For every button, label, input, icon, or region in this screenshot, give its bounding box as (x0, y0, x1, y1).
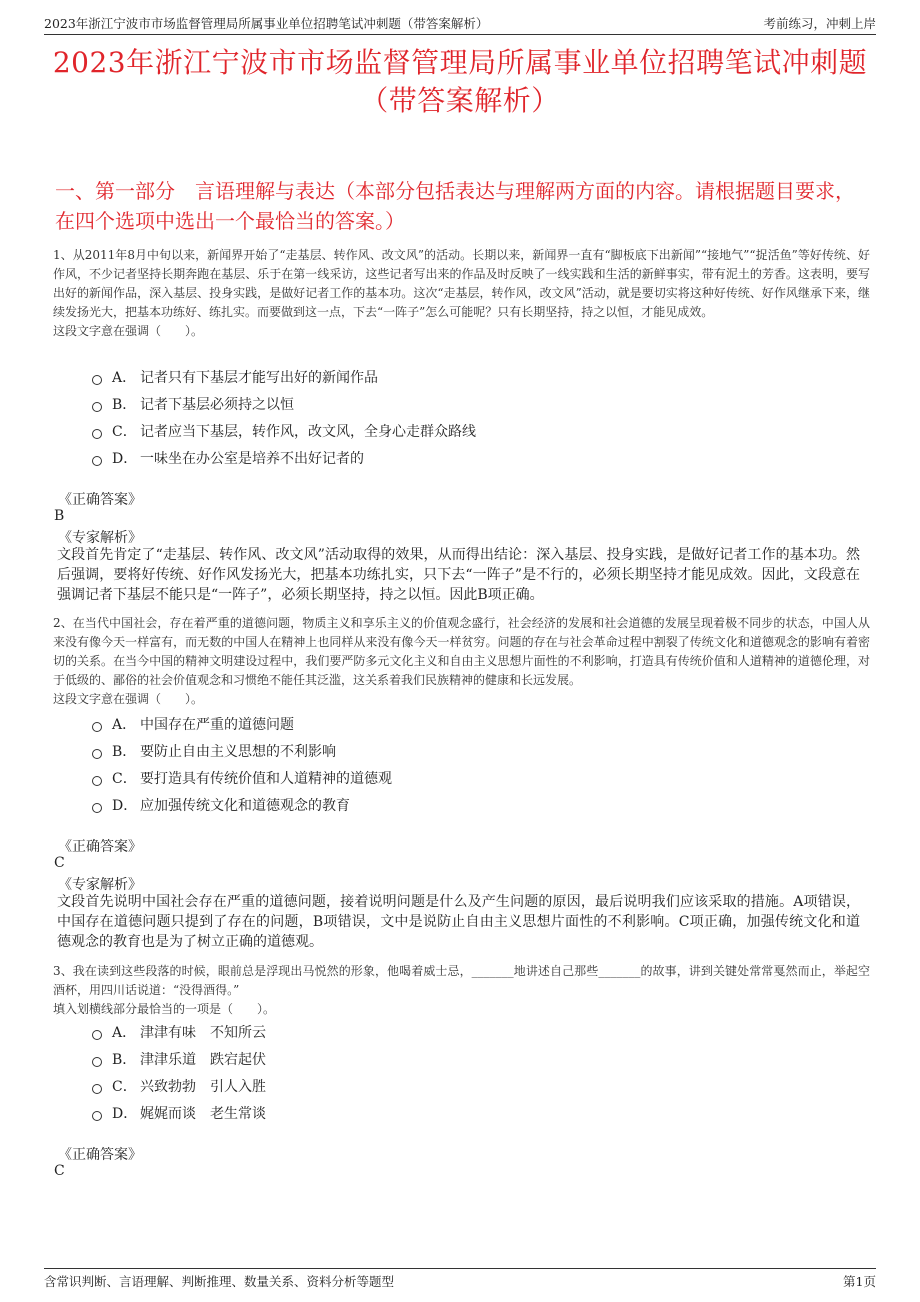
answer-label-3: 《正确答案》 (58, 1147, 142, 1163)
question-3-options (92, 1018, 266, 1126)
question-2-text: 2、在当代中国社会，存在着严重的道德问题，物质主义和享乐主义的价值观念盛行，社会经济的发展和社会道德的发展呈现着极不同步的状态，中国人从来没有像今天一样富有，而无数的中国人在精神上也同样从来没有像今天一样贫穷。问题的存在与社会革命过程中割裂了传统文化和道德观念的影响有着密切的关系。在当今中国的精神文明建设过程中，我们要严防多元文化主义和自由主义思想片面性的不利影响，打造具有传统价值和人道精神的道德伦理，对于低级的、鄙俗的社会价值观念和习惯绝不能任其泛滥，这关系着我们民族精神的健康和长远发展。 (53, 616, 870, 687)
option-3a[interactable] (92, 1018, 266, 1045)
header-slogan: 考前练习，冲刺上岸 (763, 16, 876, 31)
option-letter: B． (112, 396, 137, 413)
radio-icon[interactable] (92, 375, 102, 385)
page-value: 1 (855, 1274, 864, 1289)
option-letter: A． (112, 369, 137, 386)
header-doc-title: 2023年浙江宁波市市场监督管理局所属事业单位招聘笔试冲刺题（带答案解析） (44, 16, 489, 31)
radio-icon[interactable] (92, 456, 102, 466)
answer-value-1: B (54, 508, 65, 524)
option-text: 要打造具有传统价值和人道精神的道德观 (140, 770, 392, 787)
option-text: 记者下基层必须持之以恒 (140, 396, 294, 413)
option-text: 要防止自由主义思想的不利影响 (140, 743, 336, 760)
option-text: 津津乐道 跌宕起伏 (140, 1051, 266, 1068)
page-header (44, 10, 876, 35)
option-2c[interactable] (92, 764, 392, 791)
option-letter: C． (112, 1078, 137, 1095)
analysis-label-1: 《专家解析》 (58, 530, 142, 546)
question-1-text: 1、从2011年8月中旬以来，新闻界开始了“走基层、转作风、改文风”的活动。长期以来，新闻界一直有“脚板底下出新闻”“接地气”“捉活鱼”等好传统、好作风，不少记者坚持长期奔跑在基层、乐于在第一线采访，这些记者写出来的作品及时反映了一线实践和生活的新鲜事实，带有泥土的芳香。这表明，要写出好的新闻作品，深入基层、投身实践，是做好记者工作的基本功。这次“走基层，转作风，改文风”活动，就是要切实将这种好传统、好作风继承下来，继续发扬光大，把基本功练好、练扎实。而要做到这一点，下去“一阵子”怎么可能呢？只有长期坚持，持之以恒，才能见成效。 (53, 248, 870, 319)
question-1-prompt: 这段文字意在强调（ ）。 (53, 324, 204, 338)
radio-icon[interactable] (92, 749, 102, 759)
option-2b[interactable] (92, 737, 392, 764)
option-2a[interactable] (92, 710, 392, 737)
option-text: 娓娓而谈 老生常谈 (140, 1105, 266, 1122)
option-letter: C． (112, 423, 137, 440)
question-2 (53, 614, 870, 709)
option-letter: D． (112, 797, 138, 814)
answer-value-2: C (54, 855, 65, 871)
option-2d[interactable] (92, 791, 392, 818)
radio-icon[interactable] (92, 429, 102, 439)
page-footer (44, 1268, 876, 1290)
question-2-options (92, 710, 392, 818)
analysis-text-2: 文段首先说明中国社会存在严重的道德问题，接着说明问题是什么及产生问题的原因，最后说明我们应该采取的措施。A项错误，中国存在道德问题只提到了存在的问题，B项错误，文中是说防止自由主义思想片面性的不利影响。C项正确，加强传统文化和道德观念的教育也是为了树立正确的道德观。 (57, 894, 860, 950)
option-letter: D． (112, 1105, 138, 1122)
question-3-prompt: 填入划横线部分最恰当的一项是（ ）。 (53, 1002, 276, 1016)
option-letter: C． (112, 770, 137, 787)
radio-icon[interactable] (92, 1057, 102, 1067)
option-3b[interactable] (92, 1045, 266, 1072)
page-title: 2023年浙江宁波市市场监督管理局所属事业单位招聘笔试冲刺题（带答案解析） (52, 46, 868, 117)
question-3 (53, 962, 870, 1019)
option-letter: B． (112, 1051, 137, 1068)
radio-icon[interactable] (92, 722, 102, 732)
question-3-text: 3、我在读到这些段落的时候，眼前总是浮现出马悦然的形象，他喝着威士忌，_______地讲述自己那些_______的故事，讲到关键处常常戛然而止，举起空酒杯，用四川话说道：“没得酒得。” (53, 964, 870, 997)
radio-icon[interactable] (92, 776, 102, 786)
question-1-options (92, 363, 476, 471)
radio-icon[interactable] (92, 1030, 102, 1040)
page-prefix: 第 (843, 1274, 856, 1289)
option-text: 兴致勃勃 引人入胜 (140, 1078, 266, 1095)
footer-topics: 含常识判断、言语理解、判断推理、数量关系、资料分析等题型 (44, 1274, 395, 1289)
question-2-prompt: 这段文字意在强调（ ）。 (53, 692, 204, 706)
analysis-label-2: 《专家解析》 (58, 877, 142, 893)
option-1b[interactable] (92, 390, 476, 417)
option-3d[interactable] (92, 1099, 266, 1126)
option-text: 一味坐在办公室是培养不出好记者的 (140, 450, 364, 467)
question-1 (53, 246, 870, 341)
option-letter: B． (112, 743, 137, 760)
section-heading: 一、第一部分 言语理解与表达（本部分包括表达与理解两方面的内容。请根据题目要求，在四个选项中选出一个最恰当的答案。） (55, 179, 855, 233)
radio-icon[interactable] (92, 402, 102, 412)
radio-icon[interactable] (92, 803, 102, 813)
option-3c[interactable] (92, 1072, 266, 1099)
page-suffix: 页 (863, 1274, 876, 1289)
radio-icon[interactable] (92, 1111, 102, 1121)
option-text: 记者只有下基层才能写出好的新闻作品 (140, 369, 378, 386)
option-1c[interactable] (92, 417, 476, 444)
option-text: 应加强传统文化和道德观念的教育 (140, 797, 350, 814)
option-letter: A． (112, 716, 137, 733)
option-text: 津津有味 不知所云 (140, 1024, 266, 1041)
answer-label-2: 《正确答案》 (58, 839, 142, 855)
option-text: 记者应当下基层，转作风，改文风，全身心走群众路线 (140, 423, 476, 440)
answer-value-3: C (54, 1163, 65, 1179)
radio-icon[interactable] (92, 1084, 102, 1094)
answer-label-1: 《正确答案》 (58, 492, 142, 508)
analysis-text-1: 文段首先肯定了“走基层、转作风、改文风”活动取得的效果，从而得出结论：深入基层、投身实践，是做好记者工作的基本功。然后强调，要将好传统、好作风发扬光大，把基本功练扎实，只下去“一阵子”是不行的，必须长期坚持才能见成效。因此，文段意在强调记者下基层不能只是“一阵子”，必须长期坚持，持之以恒。因此B项正确。 (57, 547, 860, 603)
option-text: 中国存在严重的道德问题 (140, 716, 294, 733)
option-letter: D． (112, 450, 138, 467)
option-1a[interactable] (92, 363, 476, 390)
option-1d[interactable] (92, 444, 476, 471)
page-number (843, 1272, 876, 1290)
option-letter: A． (112, 1024, 137, 1041)
